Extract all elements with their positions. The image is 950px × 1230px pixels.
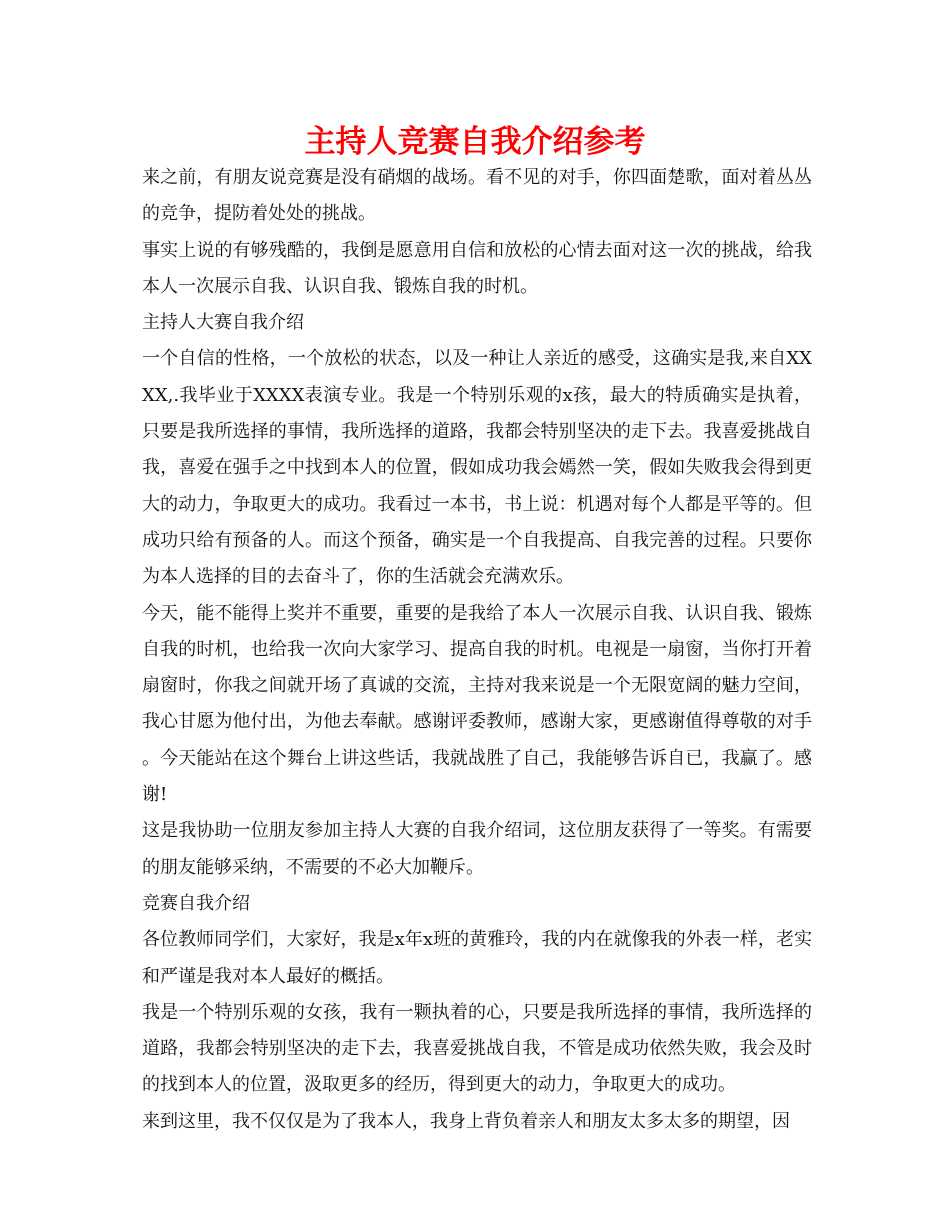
paragraph-1: 来之前，有朋友说竞赛是没有硝烟的战场。看不见的对手，你四面楚歌，面对着丛丛的竞争，提防着处处的挑战。 xyxy=(142,167,812,225)
paragraph-5: 这是我协助一位朋友参加主持人大赛的自我介绍词，这位朋友获得了一等奖。有需要的朋友能够采纳，不需要的不必大加鞭斥。 xyxy=(142,820,812,878)
paragraph-2: 事实上说的有够残酷的，我倒是愿意用自信和放松的心情去面对这一次的挑战，给我本人一次展示自我、认识自我、锻炼自我的时机。 xyxy=(142,239,812,297)
document-body xyxy=(142,160,812,1140)
paragraph-4: 今天，能不能得上奖并不重要，重要的是我给了本人一次展示自我、认识自我、锻炼自我的时机，也给我一次向大家学习、提高自我的时机。电视是一扇窗，当你打开着扇窗时，你我之间就开场了真诚的交流，主持对我来说是一个无限宽阔的魅力空间，我心甘愿为他付出，为他去奉献。感谢评委教师，感谢大家，更感谢值得尊敬的对手。今天能站在这个舞台上讲这些话，我就战胜了自己，我能够告诉自已，我赢了。感谢! xyxy=(142,602,812,806)
paragraph-8: 来到这里，我不仅仅是为了我本人，我身上背负着亲人和朋友太多太多的期望，因 xyxy=(142,1110,790,1132)
paragraph-7: 我是一个特别乐观的女孩，我有一颗执着的心，只要是我所选择的事情，我所选择的道路，我都会特别坚决的走下去，我喜爱挑战自我，不管是成功依然失败，我会及时的找到本人的位置，汲取更多的经历，得到更大的动力，争取更大的成功。 xyxy=(142,1001,812,1096)
section-heading-contest-intro: 竞赛自我介绍 xyxy=(142,892,250,914)
paragraph-3: 一个自信的性格，一个放松的状态，以及一种让人亲近的感受，这确实是我,来自XXXX,.我毕业于XXXX表演专业。我是一个特别乐观的x孩，最大的特质确实是执着，只要是我所选择的事情，我所选择的道路，我都会特别坚决的走下去。我喜爱挑战自我，喜爱在强手之中找到本人的位置，假如成功我会嫣然一笑，假如失败我会得到更大的动力，争取更大的成功。我看过一本书，书上说：机遇对每个人都是平等的。但成功只给有预备的人。而这个预备，确实是一个自我提高、自我完善的过程。只要你为本人选择的目的去奋斗了，你的生活就会充满欢乐。 xyxy=(142,348,812,588)
section-heading-host-contest: 主持人大赛自我介绍 xyxy=(142,312,304,334)
document-title: 主持人竞赛自我介绍参考 xyxy=(304,124,646,160)
paragraph-6: 各位教师同学们，大家好，我是x年x班的黄雅玲，我的内在就像我的外表一样，老实和严谨是我对本人最好的概括。 xyxy=(142,929,812,987)
